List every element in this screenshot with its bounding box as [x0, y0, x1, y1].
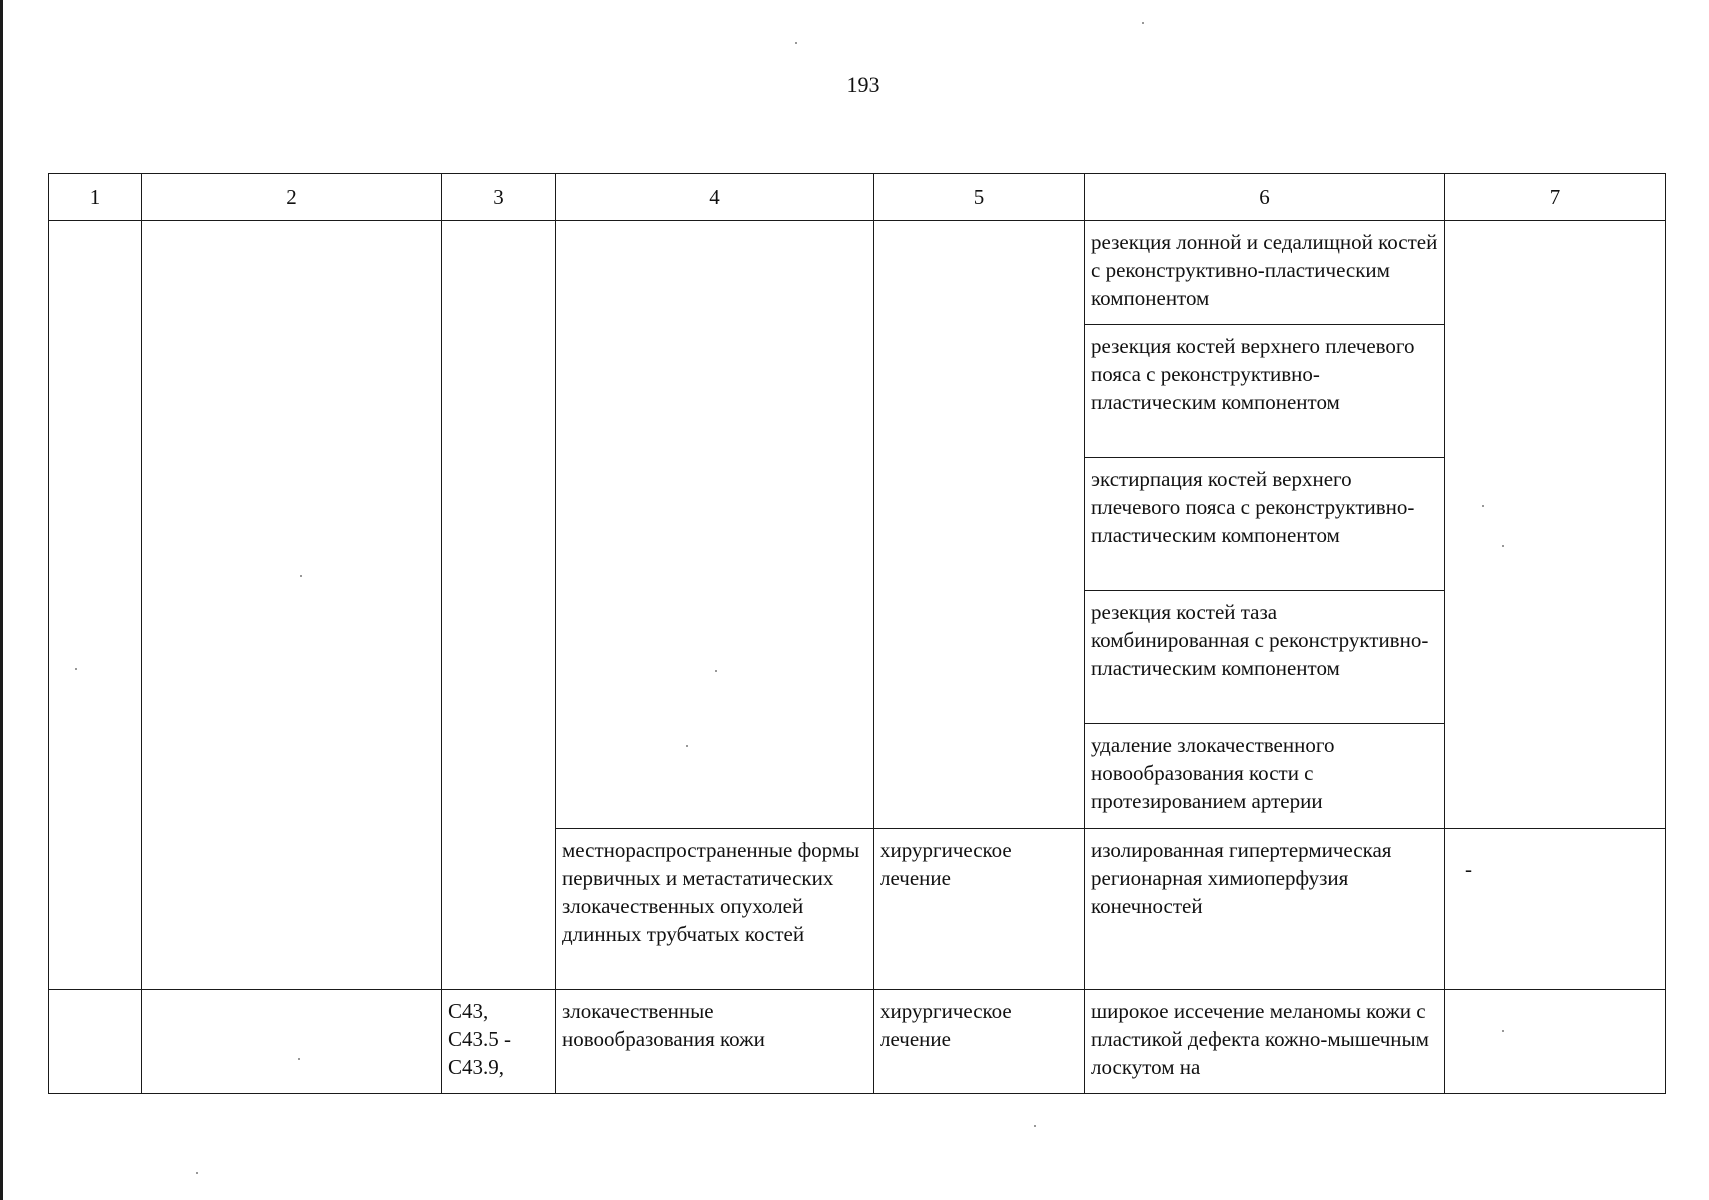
procedure-text: удаление злокачественного новообразования кости с протезированием артерии: [1091, 733, 1335, 813]
scan-speck: [300, 575, 302, 577]
header-col-4: 4: [556, 174, 874, 221]
scan-speck: [1142, 22, 1144, 24]
header-col-1: 1: [49, 174, 142, 221]
table-header-row: [49, 174, 1666, 221]
scan-speck: [715, 670, 717, 672]
cell-col-3: [442, 221, 556, 990]
procedure-text: экстирпация костей верхнего плечевого пояса с реконструктивно-пластическим компонентом: [1091, 467, 1415, 547]
procedure-cell: [1085, 990, 1445, 1094]
dash-mark: -: [1465, 857, 1472, 881]
procedure-cell: [1085, 829, 1445, 990]
procedure-text: резекция костей таза комбинированная с реконструктивно-пластическим компонентом: [1091, 600, 1429, 680]
scan-speck: [795, 42, 797, 44]
page-left-border: [0, 0, 3, 1200]
cell-col-7: [1445, 221, 1666, 829]
scan-speck: [1034, 1125, 1036, 1127]
procedure-cell: [1085, 458, 1445, 591]
header-col-3: 3: [442, 174, 556, 221]
procedure-text: изолированная гипертермическая регионарная химиоперфузия конечностей: [1091, 838, 1392, 918]
scan-speck: [196, 1172, 198, 1174]
cell-col-7: [1445, 829, 1666, 990]
treatment-type-text: хирургическое лечение: [880, 999, 1012, 1051]
procedure-text: резекция лонной и седалищной костей с реконструктивно-пластическим компонентом: [1091, 230, 1438, 310]
diagnosis-text: злокачественные новообразования кожи: [562, 999, 765, 1051]
scan-speck: [1502, 1030, 1504, 1032]
icd-code-cell: [442, 990, 556, 1094]
scan-speck: [298, 1058, 300, 1060]
procedure-text: широкое иссечение меланомы кожи с пластикой дефекта кожно-мышечным лоскутом на: [1091, 999, 1429, 1079]
cell-col-1: [49, 990, 142, 1094]
header-col-2: 2: [142, 174, 442, 221]
table-row: [49, 990, 1666, 1094]
scan-speck: [1502, 545, 1504, 547]
procedure-text: резекция костей верхнего плечевого пояса с реконструктивно-пластическим компонентом: [1091, 334, 1415, 414]
scan-speck: [75, 668, 77, 670]
header-col-5: 5: [874, 174, 1085, 221]
cell-col-1: [49, 221, 142, 990]
procedures-table: [48, 173, 1666, 1094]
cell-col-7: [1445, 990, 1666, 1094]
table-row: [49, 221, 1666, 325]
icd-code: C43.9,: [448, 1055, 505, 1079]
procedure-cell: [1085, 724, 1445, 829]
cell-col-2: [142, 221, 442, 990]
treatment-type-cell: [874, 990, 1085, 1094]
procedure-cell: [1085, 325, 1445, 458]
procedure-cell: [1085, 221, 1445, 325]
page-number: 193: [846, 72, 880, 97]
cell-col-2: [142, 990, 442, 1094]
treatment-type-text: хирургическое лечение: [880, 838, 1012, 890]
diagnosis-text: местнораспространенные формы первичных и метастатических злокачественных опухолей длинных трубчатых костей: [562, 838, 860, 946]
scan-speck: [686, 745, 688, 747]
icd-code: C43,: [448, 999, 489, 1023]
diagnosis-cell: [556, 990, 874, 1094]
treatment-type-cell: [874, 829, 1085, 990]
header-col-7: 7: [1445, 174, 1666, 221]
procedure-cell: [1085, 591, 1445, 724]
cell-col-4: [556, 221, 874, 829]
diagnosis-cell: [556, 829, 874, 990]
cell-col-5: [874, 221, 1085, 829]
header-col-6: 6: [1085, 174, 1445, 221]
icd-code: C43.5 -: [448, 1027, 511, 1051]
scan-speck: [1482, 505, 1484, 507]
